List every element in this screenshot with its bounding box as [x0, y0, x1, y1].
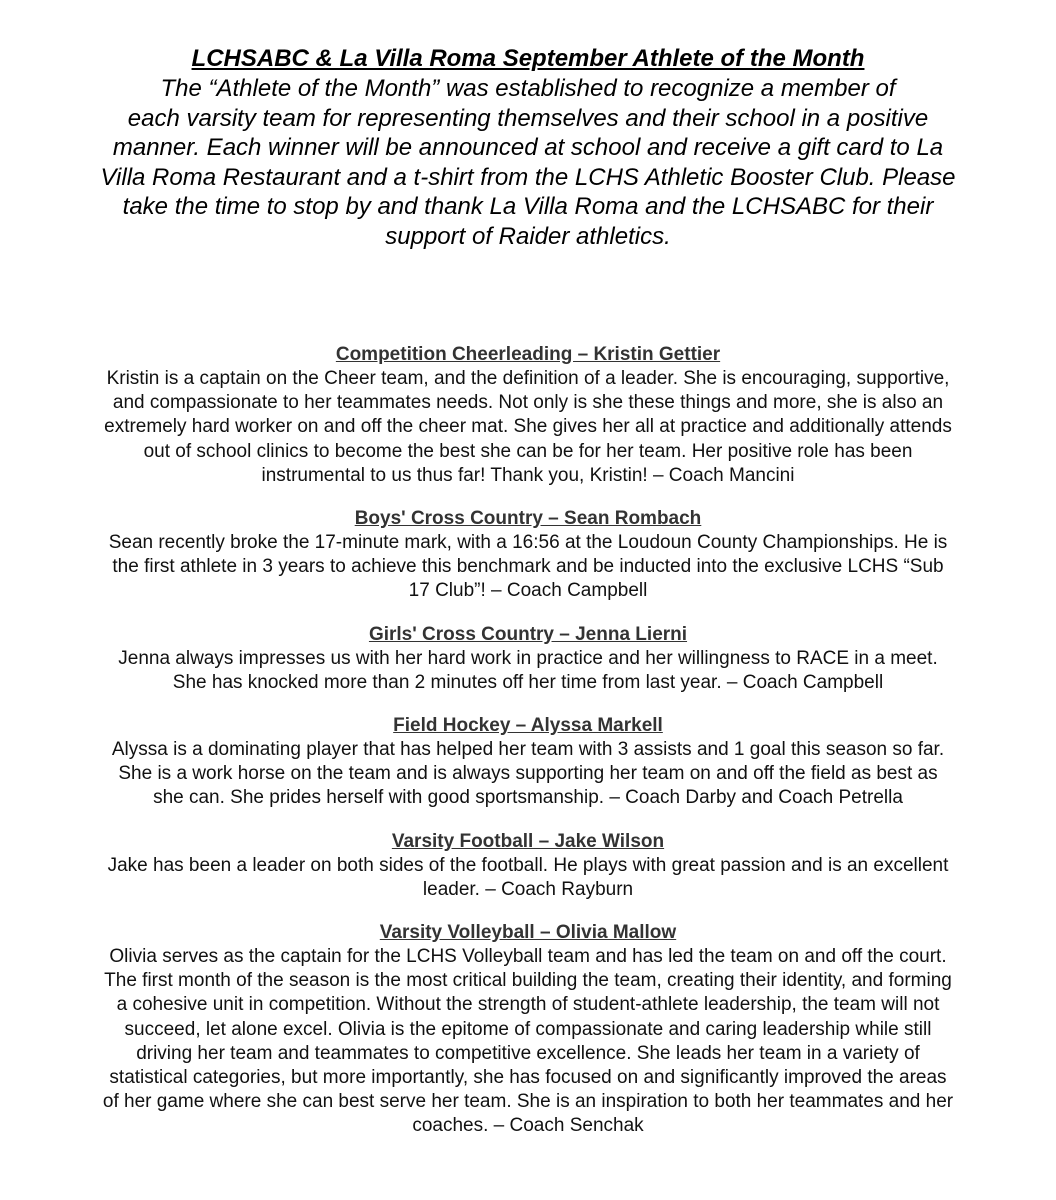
athlete-blurb	[0, 531, 1056, 604]
blurb-line: Jenna always impresses us with her hard work in practice and her willingness to RACE in a meet.	[118, 647, 938, 669]
blurb-line: She is a work horse on the team and is always supporting her team on and off the field as best as	[118, 763, 938, 785]
blurb-line: statistical categories, but more importantly, she has focused on and significantly improved the areas	[109, 1067, 947, 1089]
intro-line: each varsity team for representing themselves and their school in a positive	[127, 104, 929, 132]
athlete-entry-boys-cross-country	[0, 507, 1056, 604]
blurb-line: extremely hard worker on and off the cheer mat. She gives her all at practice and additionally attends	[104, 416, 952, 438]
page-title: LCHSABC & La Villa Roma September Athlete of the Month	[191, 45, 865, 72]
blurb-line: and compassionate to her teammates needs. Not only is she these things and more, she is also an	[112, 392, 944, 414]
blurb-line: The first month of the season is the most critical building the team, creating their identity, and forming	[104, 970, 952, 992]
blurb-line: Olivia serves as the captain for the LCHS Volleyball team and has led the team on and off the court.	[109, 946, 947, 968]
blurb-line: coaches. – Coach Senchak	[412, 1115, 644, 1137]
athlete-heading: Boys' Cross Country – Sean Rombach	[354, 508, 702, 530]
athlete-heading: Competition Cheerleading – Kristin Gettier	[335, 344, 721, 365]
athlete-heading: Field Hockey – Alyssa Markell	[393, 715, 663, 737]
athlete-blurb	[0, 854, 1056, 902]
blurb-line: Sean recently broke the 17-minute mark, with a 16:56 at the Loudoun County Championships. He is	[108, 532, 948, 554]
athlete-entry-girls-cross-country	[0, 623, 1056, 695]
blurb-line: Alyssa is a dominating player that has helped her team with 3 assists and 1 goal this season so far.	[111, 739, 945, 761]
document-header	[48, 44, 1008, 251]
athlete-blurb	[0, 367, 1056, 488]
athlete-entry-football	[0, 830, 1056, 902]
intro-line: The “Athlete of the Month” was established to recognize a member of	[160, 75, 896, 102]
athlete-blurb	[0, 945, 1056, 1139]
blurb-line: 17 Club”! – Coach Campbell	[408, 580, 648, 602]
athlete-list	[0, 343, 1056, 1158]
blurb-line: succeed, let alone excel. Olivia is the epitome of compassionate and caring leadership while still	[124, 1018, 932, 1040]
blurb-line: Kristin is a captain on the Cheer team, and the definition of a leader. She is encouraging, supportive,	[106, 368, 950, 389]
athlete-blurb	[0, 738, 1056, 811]
athlete-entry-cheerleading	[0, 343, 1056, 488]
blurb-line: Jake has been a leader on both sides of the football. He plays with great passion and is an excellent	[107, 854, 949, 876]
blurb-line: instrumental to us thus far! Thank you, Kristin! – Coach Mancini	[261, 464, 795, 486]
blurb-line: She has knocked more than 2 minutes off her time from last year. – Coach Campbell	[172, 671, 884, 693]
blurb-line: out of school clinics to become the best she can be for her team. Her positive role has been	[143, 440, 913, 462]
athlete-heading: Girls' Cross Country – Jenna Lierni	[368, 623, 688, 645]
intro-line: support of Raider athletics.	[385, 222, 671, 250]
athlete-heading: Varsity Football – Jake Wilson	[391, 830, 665, 852]
blurb-line: a cohesive unit in competition. Without the strength of student-athlete leadership, the team will not	[116, 994, 940, 1016]
intro-paragraph	[48, 74, 1008, 251]
intro-line: manner. Each winner will be announced at school and receive a gift card to La	[112, 134, 944, 161]
intro-line: take the time to stop by and thank La Villa Roma and the LCHSABC for their	[122, 193, 934, 220]
blurb-line: leader. – Coach Rayburn	[422, 878, 634, 900]
blurb-line: driving her team and teammates to competitive excellence. She leads her team in a variety of	[136, 1042, 920, 1064]
athlete-entry-field-hockey	[0, 714, 1056, 811]
blurb-line: of her game where she can best serve her team. She is an inspiration to both her teammates and her	[102, 1091, 954, 1113]
blurb-line: the first athlete in 3 years to achieve this benchmark and be inducted into the exclusive LCHS “Sub	[112, 556, 944, 578]
athlete-blurb	[0, 647, 1056, 695]
blurb-line: she can. She prides herself with good sportsmanship. – Coach Darby and Coach Petrella	[153, 787, 903, 809]
athlete-heading: Varsity Volleyball – Olivia Mallow	[379, 922, 677, 944]
intro-line: Villa Roma Restaurant and a t-shirt from the LCHS Athletic Booster Club. Please	[100, 163, 956, 191]
athlete-entry-volleyball	[0, 921, 1056, 1139]
